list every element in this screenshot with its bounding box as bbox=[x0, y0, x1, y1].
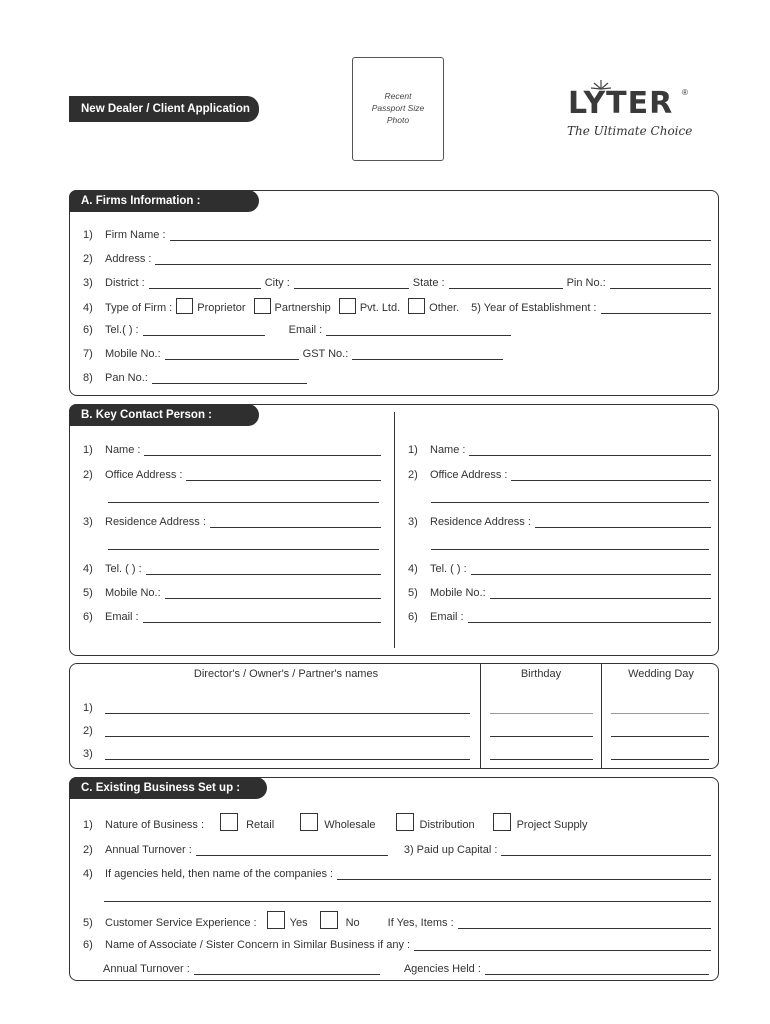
director-wedding-field-2[interactable] bbox=[611, 727, 709, 737]
partnership-checkbox[interactable] bbox=[254, 298, 271, 314]
pan-row bbox=[83, 370, 307, 384]
directors-birthday-header: Birthday bbox=[520, 668, 562, 680]
contact2-tel-label: Tel. ( ) : bbox=[430, 563, 467, 575]
contact1-residence-field-2[interactable] bbox=[108, 540, 379, 550]
pan-label: Pan No.: bbox=[105, 372, 148, 384]
pin-label: Pin No.: bbox=[566, 277, 606, 289]
associate-details-row bbox=[103, 961, 709, 975]
form-title: New Dealer / Client Application bbox=[81, 103, 250, 115]
proprietor-label: Proprietor bbox=[197, 302, 246, 314]
associate-turnover-field[interactable] bbox=[194, 965, 380, 975]
mobile-field[interactable] bbox=[165, 350, 299, 360]
contact1-residence-label: Residence Address : bbox=[105, 516, 206, 528]
section-b-divider bbox=[394, 412, 395, 648]
annual-turnover-field[interactable] bbox=[196, 846, 388, 856]
contact1-mobile-label: Mobile No.: bbox=[105, 587, 161, 599]
year-established-label: 5) Year of Establishment : bbox=[471, 302, 597, 314]
contact2-residence-field[interactable] bbox=[535, 518, 711, 528]
contact1-mobile-row bbox=[83, 585, 381, 599]
agencies-field-2[interactable] bbox=[104, 892, 711, 902]
contact1-residence-field[interactable] bbox=[210, 518, 381, 528]
if-yes-items-field[interactable] bbox=[458, 919, 711, 929]
tel-label: Tel.( ) : bbox=[105, 324, 139, 336]
firm-name-field[interactable] bbox=[170, 231, 712, 241]
contact2-name-row bbox=[408, 442, 711, 456]
contact1-name-label: Name : bbox=[105, 444, 141, 456]
brand-logo bbox=[566, 76, 696, 142]
associate-field[interactable] bbox=[414, 941, 711, 951]
contact2-residence-label: Residence Address : bbox=[430, 516, 531, 528]
row-number: 2) bbox=[83, 469, 93, 481]
firm-name-label: Firm Name : bbox=[105, 229, 166, 241]
row-number: 3) bbox=[408, 516, 418, 528]
district-field[interactable] bbox=[149, 279, 261, 289]
paid-up-capital-label: 3) Paid up Capital : bbox=[403, 844, 498, 856]
director-row-3 bbox=[83, 746, 470, 760]
row-number: 3) bbox=[83, 516, 93, 528]
contact2-residence-field-2[interactable] bbox=[431, 540, 709, 550]
turnover-capital-row bbox=[83, 842, 711, 856]
director-wedding-field-3[interactable] bbox=[611, 750, 709, 760]
contact2-tel-field[interactable] bbox=[471, 565, 711, 575]
form-title-badge bbox=[69, 96, 259, 122]
row-number: 1) bbox=[83, 702, 93, 714]
contact2-office-row bbox=[408, 467, 711, 481]
contact2-office-label: Office Address : bbox=[430, 469, 508, 481]
director-wedding-field-1[interactable] bbox=[611, 704, 709, 714]
project-supply-label: Project Supply bbox=[516, 819, 588, 831]
row-number: 4) bbox=[83, 868, 93, 880]
row-number: 1) bbox=[83, 229, 93, 241]
logo-tagline: The Ultimate Choice bbox=[567, 124, 693, 138]
photo-label-line3: Photo bbox=[386, 115, 410, 125]
year-established-field[interactable] bbox=[601, 304, 712, 314]
directors-col-divider-1 bbox=[480, 663, 481, 769]
partnership-label: Partnership bbox=[274, 302, 331, 314]
passport-photo-box[interactable] bbox=[352, 57, 444, 161]
contact2-email-field[interactable] bbox=[468, 613, 711, 623]
row-number: 5) bbox=[83, 587, 93, 599]
director-name-field-1[interactable] bbox=[105, 704, 470, 714]
no-checkbox[interactable] bbox=[320, 911, 338, 929]
tel-field[interactable] bbox=[143, 326, 265, 336]
address-field[interactable] bbox=[155, 255, 711, 265]
row-number: 2) bbox=[408, 469, 418, 481]
contact1-tel-label: Tel. ( ) : bbox=[105, 563, 142, 575]
registered-mark: ® bbox=[682, 88, 688, 97]
gst-label: GST No.: bbox=[302, 348, 349, 360]
customer-service-label: Customer Service Experience : bbox=[105, 917, 257, 929]
tel-email-row bbox=[83, 322, 511, 336]
yes-label: Yes bbox=[289, 917, 308, 929]
directors-names-header: Director's / Owner's / Partner's names bbox=[193, 668, 379, 680]
city-label: City : bbox=[264, 277, 290, 289]
contact1-office-field[interactable] bbox=[186, 471, 381, 481]
pin-field[interactable] bbox=[610, 279, 711, 289]
contact2-office-field[interactable] bbox=[511, 471, 711, 481]
row-number: 2) bbox=[83, 253, 93, 265]
photo-label-line2: Passport Size bbox=[371, 103, 425, 113]
row-number: 7) bbox=[83, 348, 93, 360]
retail-label: Retail bbox=[246, 819, 275, 831]
contact2-email-row bbox=[408, 609, 711, 623]
associate-turnover-label: Annual Turnover : bbox=[103, 963, 190, 975]
state-label: State : bbox=[412, 277, 445, 289]
contact1-email-label: Email : bbox=[105, 611, 139, 623]
contact1-office-field-2[interactable] bbox=[108, 493, 379, 503]
district-label: District : bbox=[105, 277, 145, 289]
gst-field[interactable] bbox=[352, 350, 503, 360]
agencies-held-field[interactable] bbox=[485, 965, 709, 975]
agencies-held-label: Agencies Held : bbox=[403, 963, 481, 975]
associate-label: Name of Associate / Sister Concern in Similar Business if any : bbox=[105, 939, 411, 951]
wholesale-label: Wholesale bbox=[324, 819, 376, 831]
contact2-mobile-label: Mobile No.: bbox=[430, 587, 486, 599]
row-number: 1) bbox=[408, 444, 418, 456]
row-number: 6) bbox=[83, 611, 93, 623]
nature-of-business-label: Nature of Business : bbox=[105, 819, 205, 831]
agencies-field[interactable] bbox=[337, 870, 711, 880]
director-birthday-field-1[interactable] bbox=[490, 704, 593, 714]
email-field[interactable] bbox=[326, 326, 511, 336]
if-yes-items-label: If Yes, Items : bbox=[387, 917, 454, 929]
address-label: Address : bbox=[105, 253, 152, 265]
logo-wordmark: LYTER bbox=[568, 86, 674, 121]
location-row bbox=[83, 275, 711, 289]
section-a-box bbox=[69, 190, 719, 396]
row-number: 8) bbox=[83, 372, 93, 384]
row-number: 5) bbox=[408, 587, 418, 599]
state-field[interactable] bbox=[449, 279, 563, 289]
row-number: 3) bbox=[83, 277, 93, 289]
contact1-office-label: Office Address : bbox=[105, 469, 183, 481]
contact1-name-field[interactable] bbox=[144, 446, 381, 456]
paid-up-capital-field[interactable] bbox=[501, 846, 711, 856]
other-label: Other. bbox=[429, 302, 460, 314]
contact2-email-label: Email : bbox=[430, 611, 464, 623]
contact1-mobile-field[interactable] bbox=[165, 589, 381, 599]
contact1-email-field[interactable] bbox=[143, 613, 381, 623]
contact2-name-label: Name : bbox=[430, 444, 466, 456]
pan-field[interactable] bbox=[152, 374, 307, 384]
retail-checkbox[interactable] bbox=[220, 813, 238, 831]
contact2-residence-row bbox=[408, 514, 711, 528]
contact1-office-row bbox=[83, 467, 381, 481]
agencies-row bbox=[83, 866, 711, 880]
other-checkbox[interactable] bbox=[408, 298, 425, 314]
city-field[interactable] bbox=[294, 279, 409, 289]
row-number: 6) bbox=[83, 939, 93, 951]
contact2-mobile-row bbox=[408, 585, 711, 599]
customer-service-row bbox=[83, 911, 711, 929]
row-number: 1) bbox=[83, 444, 93, 456]
annual-turnover-label: Annual Turnover : bbox=[105, 844, 192, 856]
photo-label-line1: Recent bbox=[384, 91, 412, 101]
section-c-header bbox=[69, 777, 267, 799]
director-name-field-2[interactable] bbox=[105, 727, 470, 737]
row-number: 4) bbox=[83, 563, 93, 575]
no-label: No bbox=[345, 917, 360, 929]
row-number: 2) bbox=[83, 725, 93, 737]
contact2-mobile-field[interactable] bbox=[490, 589, 711, 599]
agencies-label: If agencies held, then name of the companies : bbox=[105, 868, 334, 880]
yes-checkbox[interactable] bbox=[267, 911, 285, 929]
wholesale-checkbox[interactable] bbox=[300, 813, 318, 831]
mobile-gst-row bbox=[83, 346, 503, 360]
distribution-checkbox[interactable] bbox=[396, 813, 414, 831]
row-number: 6) bbox=[83, 324, 93, 336]
directors-col-divider-2 bbox=[601, 663, 602, 769]
contact1-tel-field[interactable] bbox=[146, 565, 381, 575]
pvt-ltd-label: Pvt. Ltd. bbox=[359, 302, 401, 314]
contact1-tel-row bbox=[83, 561, 381, 575]
row-number: 4) bbox=[408, 563, 418, 575]
row-number: 4) bbox=[83, 302, 93, 314]
row-number: 3) bbox=[83, 748, 93, 760]
firm-type-row bbox=[83, 298, 711, 314]
contact1-email-row bbox=[83, 609, 381, 623]
director-birthday-field-2[interactable] bbox=[490, 727, 593, 737]
contact2-tel-row bbox=[408, 561, 711, 575]
firm-name-row bbox=[83, 227, 711, 241]
director-row-1 bbox=[83, 700, 470, 714]
section-b-header bbox=[69, 404, 259, 426]
firm-type-label: Type of Firm : bbox=[105, 302, 173, 314]
project-supply-checkbox[interactable] bbox=[493, 813, 511, 831]
proprietor-checkbox[interactable] bbox=[176, 298, 193, 314]
section-a-header bbox=[69, 190, 259, 212]
pvt-ltd-checkbox[interactable] bbox=[339, 298, 356, 314]
row-number: 5) bbox=[83, 917, 93, 929]
row-number: 2) bbox=[83, 844, 93, 856]
associate-row bbox=[83, 937, 711, 951]
row-number: 6) bbox=[408, 611, 418, 623]
directors-wedding-header: Wedding Day bbox=[628, 668, 694, 680]
director-birthday-field-3[interactable] bbox=[490, 750, 593, 760]
section-b-title: B. Key Contact Person : bbox=[81, 409, 212, 421]
email-label: Email : bbox=[288, 324, 323, 336]
row-number: 1) bbox=[83, 819, 93, 831]
contact2-office-field-2[interactable] bbox=[431, 493, 709, 503]
distribution-label: Distribution bbox=[419, 819, 475, 831]
contact1-residence-row bbox=[83, 514, 381, 528]
mobile-label: Mobile No.: bbox=[105, 348, 161, 360]
director-name-field-3[interactable] bbox=[105, 750, 470, 760]
director-row-2 bbox=[83, 723, 470, 737]
address-row bbox=[83, 251, 711, 265]
nature-of-business-row bbox=[83, 812, 683, 831]
contact1-name-row bbox=[83, 442, 381, 456]
section-c-title: C. Existing Business Set up : bbox=[81, 782, 241, 794]
section-a-title: A. Firms Information : bbox=[81, 195, 201, 207]
contact2-name-field[interactable] bbox=[469, 446, 711, 456]
